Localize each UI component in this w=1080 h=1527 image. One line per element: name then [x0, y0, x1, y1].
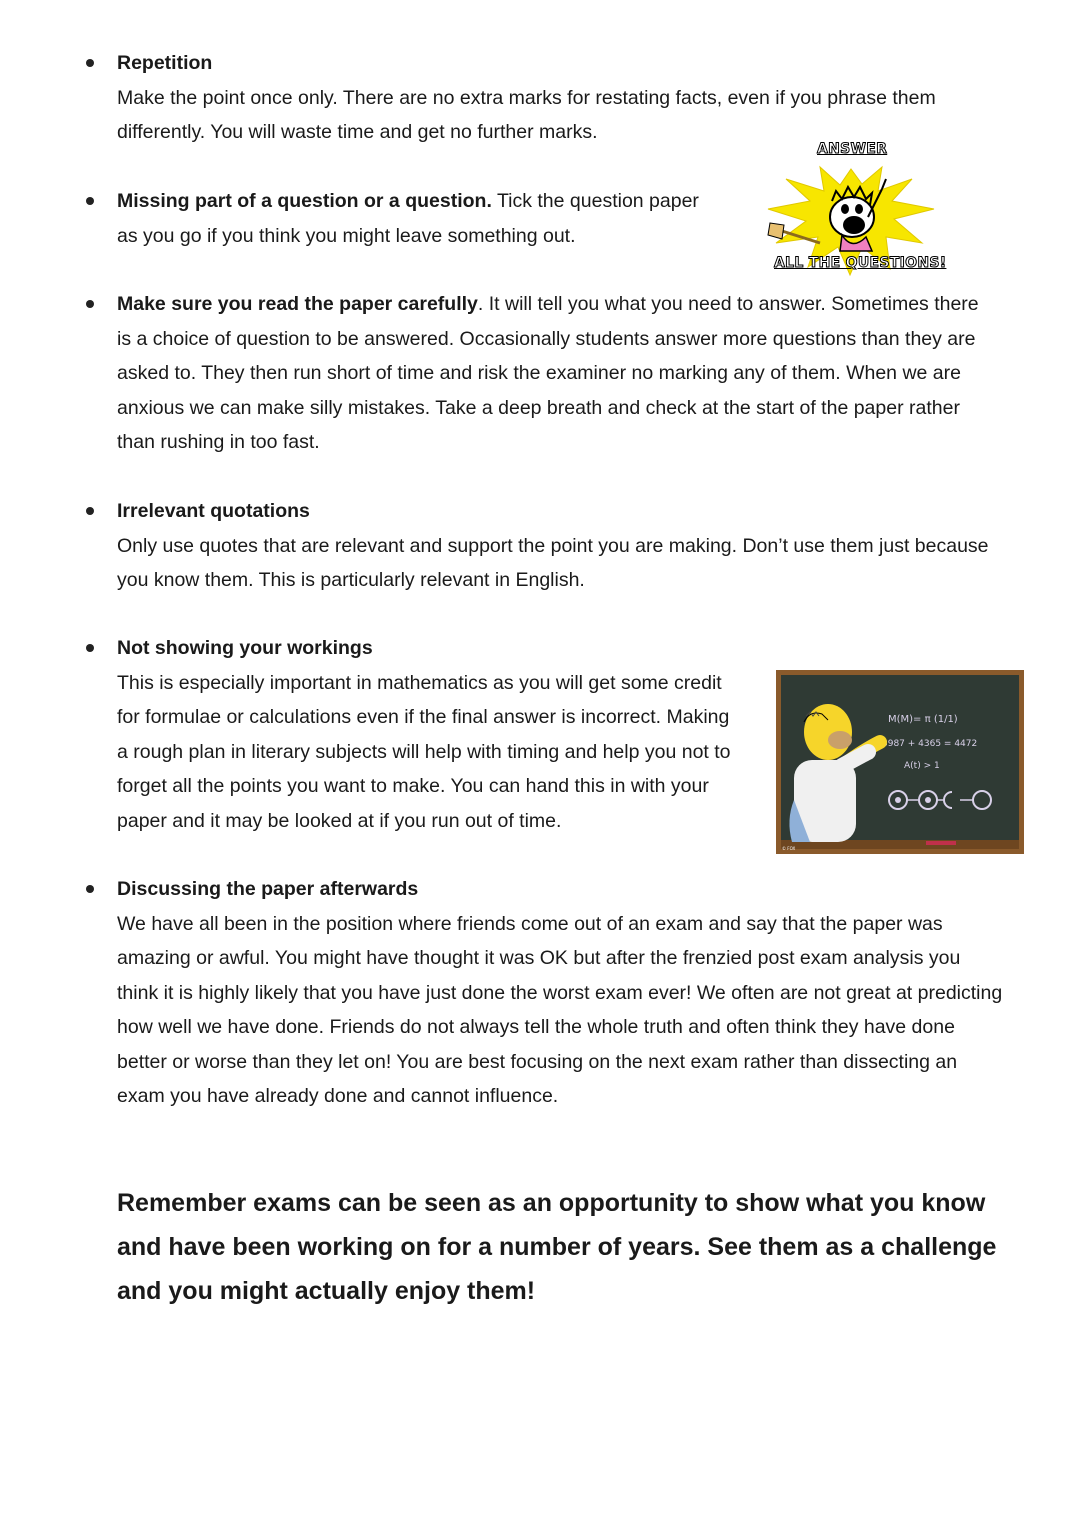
- item-line: than rushing in too fast.: [117, 431, 320, 453]
- closing-line: Remember exams can be seen as an opportunity to show what you know: [117, 1189, 986, 1217]
- item-line: paper and it may be looked at if you run out of time.: [117, 809, 562, 832]
- bullet: [86, 644, 94, 652]
- list-item-workings: [117, 631, 767, 838]
- list-item-missing-question: [117, 184, 757, 253]
- chalkboard-image: [776, 670, 1024, 854]
- item-line: anxious we can make silly mistakes. Take a deep breath and check at the start of the paper rather: [117, 396, 960, 419]
- list-item-irrelevant-quotations: [117, 494, 1047, 598]
- bullet: [86, 507, 94, 515]
- bullet: [86, 197, 94, 205]
- item-heading: Missing part of a question or a question.: [117, 190, 492, 212]
- item-line: for formulae or calculations even if the final answer is incorrect. Making: [117, 706, 730, 728]
- item-line: asked to. They then run short of time and risk the examiner no marking any of them. When we are: [117, 362, 961, 384]
- chalk-formula-2: 3987 + 4365 = 4472: [882, 739, 978, 749]
- closing-line: and have been working on for a number of years. See them as a challenge: [117, 1233, 997, 1261]
- chalk-formula-3: A(t) > 1: [904, 761, 940, 771]
- item-heading: Irrelevant quotations: [117, 500, 310, 522]
- list-item-repetition: [117, 46, 1037, 150]
- bullet: [86, 885, 94, 893]
- closing-line: and you might actually enjoy them!: [117, 1277, 536, 1305]
- item-heading: Discussing the paper afterwards: [117, 878, 419, 900]
- item-line: exam you have already done and cannot influence.: [117, 1085, 559, 1107]
- item-line-rest: . It will tell you what you need to answer. Sometimes there: [477, 293, 979, 315]
- answer-all-questions-meme: [762, 139, 947, 279]
- item-line: you know them. This is particularly relevant in English.: [117, 569, 585, 591]
- meme-top-caption: ANSWER: [817, 141, 888, 157]
- bullet: [86, 300, 94, 308]
- list-item-discussing-paper: [117, 872, 1067, 1114]
- chalk-formula-1: M(M)= π (1/1): [888, 714, 958, 725]
- item-line: Only use quotes that are relevant and support the point you are making. Don’t use them just because: [117, 534, 989, 557]
- item-line: think it is highly likely that you have just done the worst exam ever! We often are not great at predicting: [117, 981, 1003, 1004]
- item-line: amazing or awful. You might have thought it was OK but after the frenzied post exam analysis you: [117, 947, 961, 969]
- item-line: as you go if you think you might leave something out.: [117, 224, 576, 247]
- item-line: forget all the points you want to make. You can hand this in with your: [117, 775, 709, 797]
- item-line: better or worse than they let on! You are best focusing on the next exam rather than dissecting an: [117, 1050, 958, 1073]
- item-heading: Repetition: [117, 52, 213, 74]
- item-heading: Not showing your workings: [117, 637, 373, 659]
- chalkboard-illustration: [776, 670, 1024, 854]
- meme-bottom-caption: ALL THE QUESTIONS!: [774, 255, 947, 271]
- item-line: differently. You will waste time and get no further marks.: [117, 121, 598, 143]
- closing-remark: [117, 1181, 1037, 1313]
- item-line: a rough plan in literary subjects will help with timing and help you not to: [117, 740, 731, 763]
- item-line: how well we have done. Friends do not always tell the whole truth and often think they have done: [117, 1016, 955, 1038]
- item-heading: Make sure you read the paper carefully: [117, 293, 478, 315]
- item-first-line: [117, 287, 1047, 322]
- item-line-rest: Tick the question paper: [491, 190, 699, 212]
- item-line: This is especially important in mathematics as you will get some credit: [117, 671, 722, 694]
- item-line: Make the point once only. There are no extra marks for restating facts, even if you phrase them: [117, 86, 936, 109]
- item-line: is a choice of question to be answered. Occasionally students answer more questions than they are: [117, 327, 976, 350]
- bullet: [86, 59, 94, 67]
- list-item-read-carefully: [117, 287, 1047, 460]
- item-line: We have all been in the position where friends come out of an exam and say that the paper was: [117, 912, 943, 935]
- item-first-line: [117, 184, 757, 219]
- chalk-corner-mark: © FOX: [782, 846, 796, 851]
